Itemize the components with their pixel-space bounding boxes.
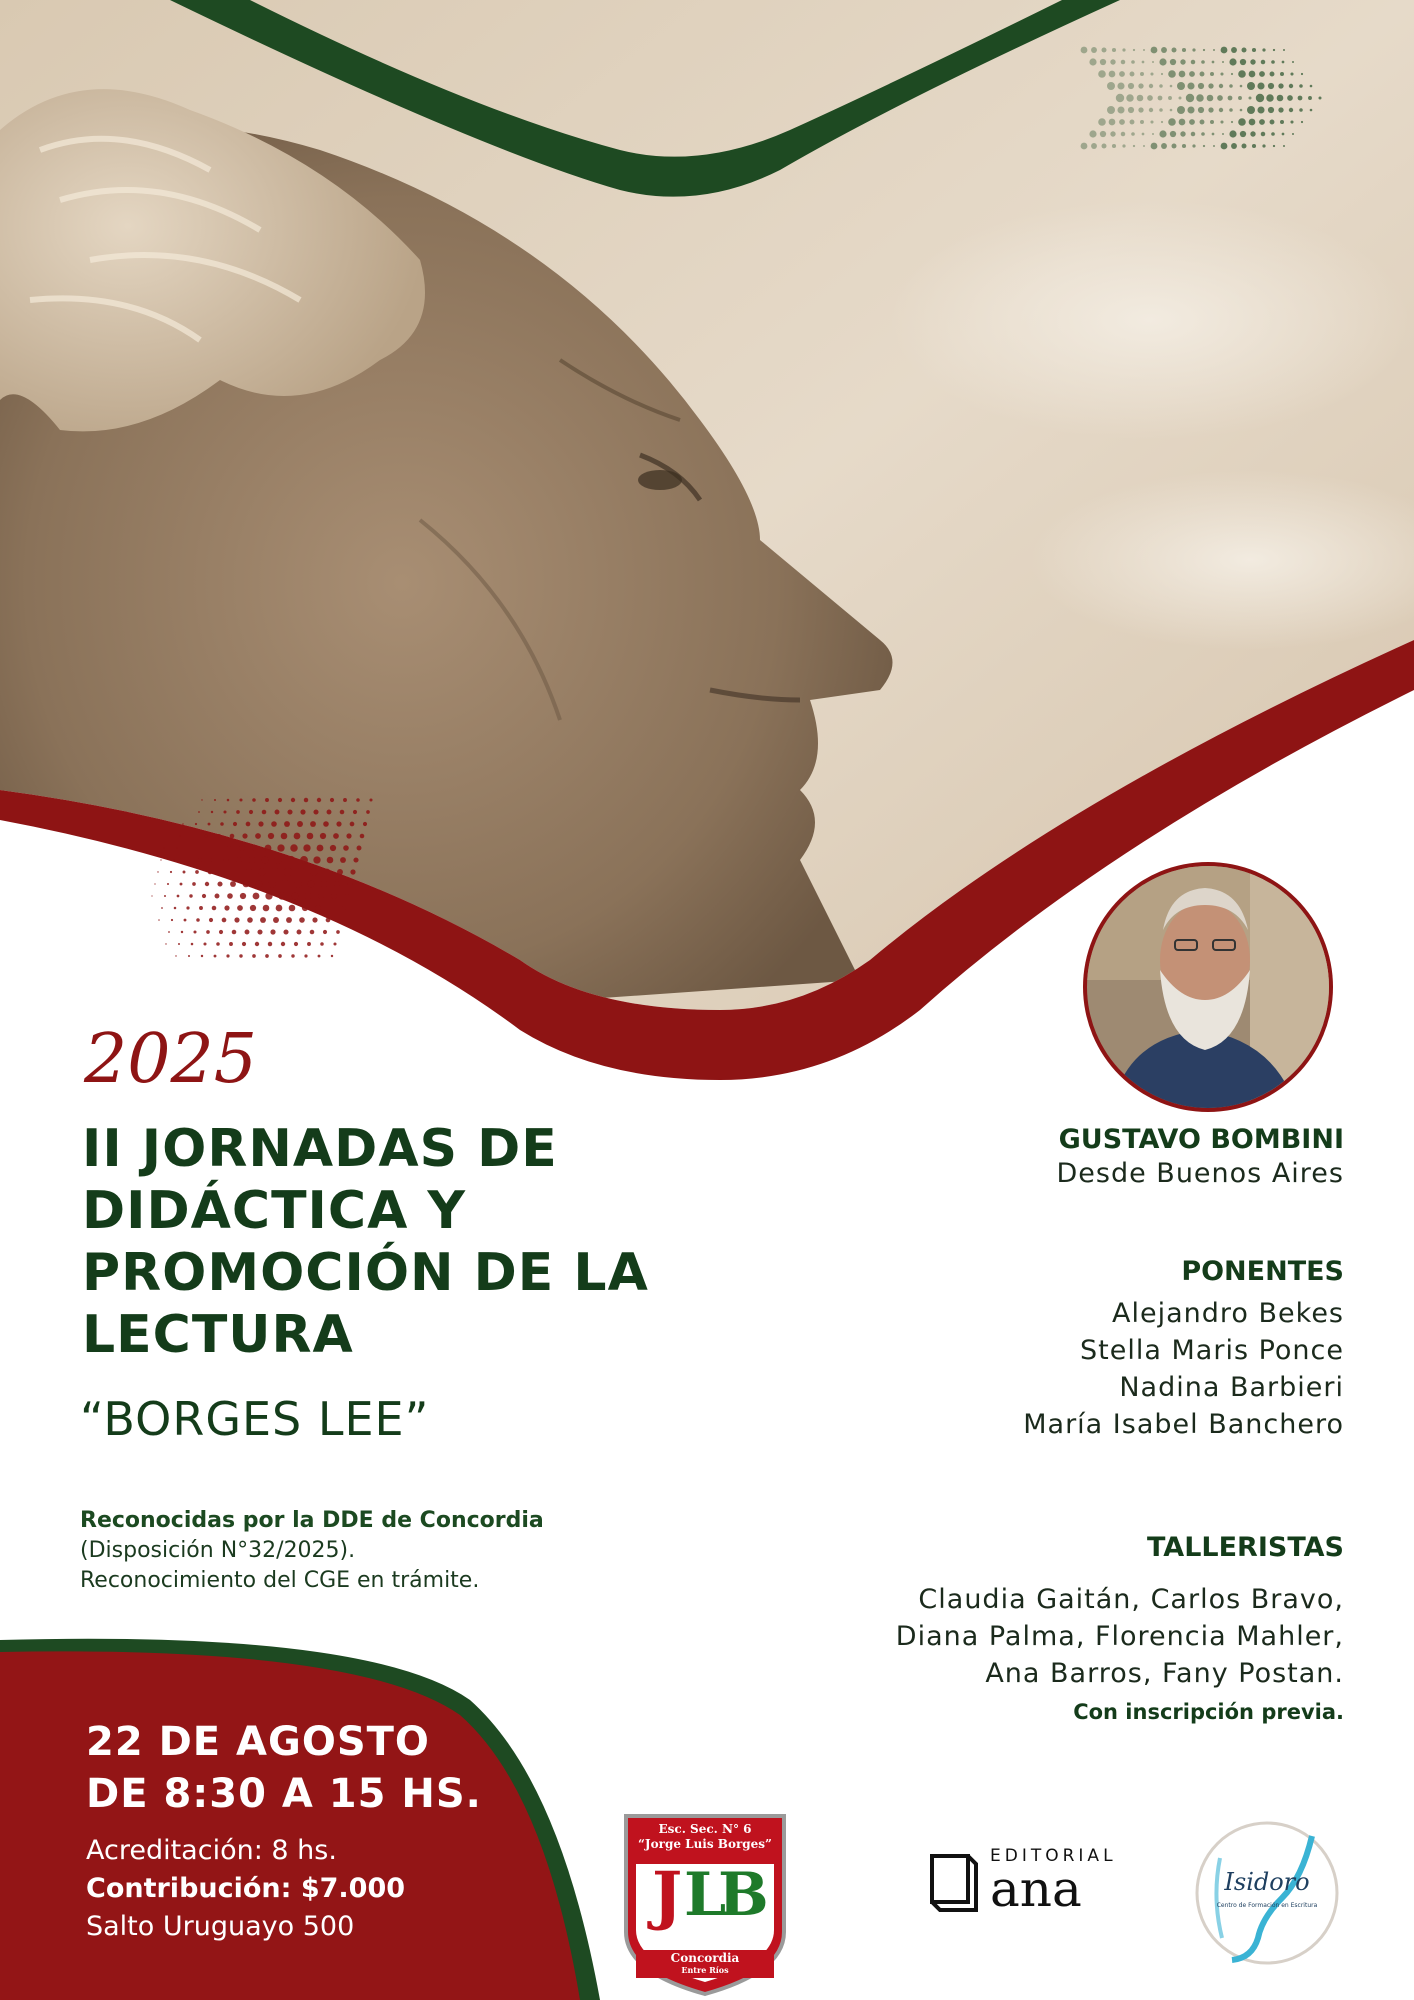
- workshops-block: [896, 1532, 1344, 1724]
- contribution-fee: Contribución: $7.000: [86, 1873, 406, 1904]
- keynote-block: [1057, 1124, 1345, 1192]
- event-title: [82, 1118, 802, 1366]
- speaker-portrait: [1080, 860, 1340, 1120]
- editorial-label: EDITORIAL: [990, 1846, 1117, 1866]
- speaker-name: Alejandro Bekes: [1112, 1298, 1344, 1329]
- isidoro-name: Isidoro: [1224, 1868, 1310, 1896]
- speaker-name: Nadina Barbieri: [1119, 1372, 1344, 1403]
- school-shield-logo: [620, 1812, 790, 1998]
- keynote-name: GUSTAVO BOMBINI: [1058, 1124, 1344, 1155]
- title-line: LECTURA: [82, 1305, 354, 1365]
- event-info: [86, 1832, 405, 1946]
- title-line: DIDÁCTICA Y: [82, 1181, 467, 1241]
- keynote-origin: Desde Buenos Aires: [1056, 1158, 1344, 1189]
- monogram-b: B: [718, 1860, 769, 1930]
- registration-note: Con inscripción previa.: [1073, 1700, 1344, 1724]
- school-name: “Jorge Luis Borges”: [638, 1837, 772, 1851]
- speakers-heading: PONENTES: [1181, 1256, 1344, 1287]
- school-city: Concordia: [670, 1951, 740, 1965]
- recognition-disposition: (Disposición N°32/2025).: [80, 1538, 356, 1563]
- editorial-name: ana: [990, 1860, 1082, 1918]
- recognition-block: [80, 1506, 544, 1596]
- school-number: Esc. Sec. N° 6: [658, 1822, 752, 1836]
- isidoro-logo: [1192, 1818, 1342, 1968]
- speaker-name: Stella Maris Ponce: [1080, 1335, 1344, 1366]
- workshops-heading: TALLERISTAS: [1146, 1532, 1344, 1563]
- book-icon: [928, 1852, 980, 1914]
- venue-address: Salto Uruguayo 500: [86, 1911, 355, 1942]
- school-province: Entre Ríos: [681, 1965, 729, 1975]
- speaker-name: María Isabel Banchero: [1023, 1409, 1344, 1440]
- school-monogram: [648, 1858, 769, 1950]
- monogram-j: J: [652, 1858, 683, 1933]
- editorial-ana-logo: [928, 1846, 1128, 1926]
- title-line: PROMOCIÓN DE LA: [82, 1243, 649, 1303]
- title-line: II JORNADAS DE: [82, 1119, 558, 1179]
- event-subtitle: “BORGES LEE”: [80, 1392, 430, 1446]
- event-year: 2025: [84, 1020, 258, 1099]
- recognition-cge: Reconocimiento del CGE en trámite.: [80, 1568, 480, 1593]
- event-hours: DE 8:30 A 15 HS.: [86, 1771, 482, 1817]
- event-datetime: [86, 1716, 482, 1820]
- event-date: 22 DE AGOSTO: [86, 1719, 430, 1765]
- workshop-line: Claudia Gaitán, Carlos Bravo,: [918, 1584, 1344, 1615]
- isidoro-tagline: Centro de Formación en Escritura: [1216, 1902, 1318, 1909]
- monogram-l: L: [684, 1860, 727, 1930]
- workshop-line: Diana Palma, Florencia Mahler,: [895, 1621, 1344, 1652]
- speakers-block: [1023, 1256, 1344, 1443]
- recognition-heading: Reconocidas por la DDE de Concordia: [80, 1508, 544, 1533]
- workshop-line: Ana Barros, Fany Postan.: [985, 1658, 1344, 1689]
- accreditation-time: Acreditación: 8 hs.: [86, 1835, 337, 1866]
